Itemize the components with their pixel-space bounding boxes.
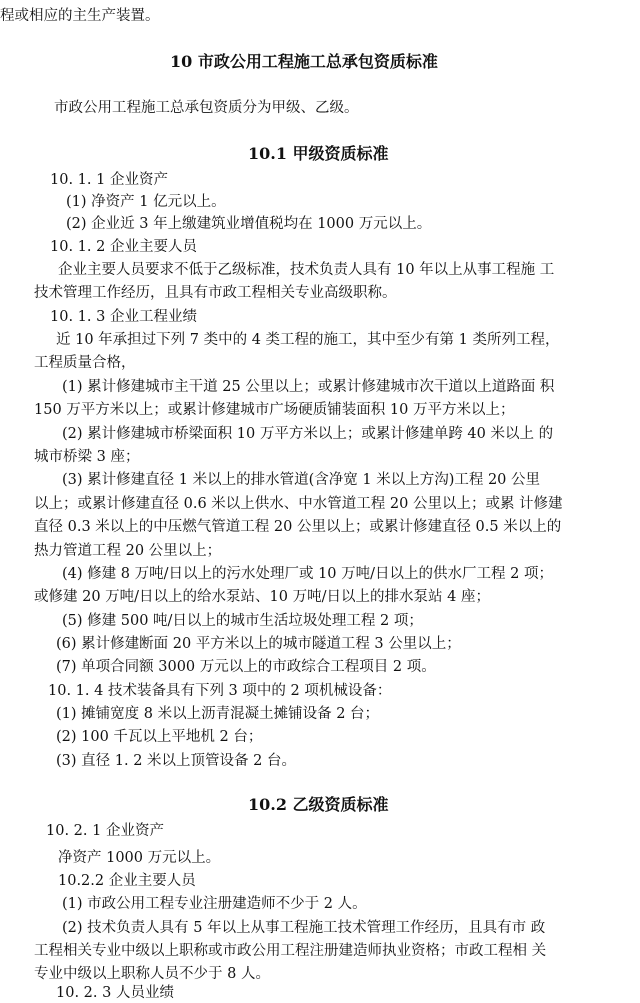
list-item: (2) 企业近 3 年上缴建筑业增值税均在 1000 万元以上。 [66, 216, 432, 232]
list-item: 工程相关专业中级以上职称或市政公用工程注册建造师执业资格；市政工程相 关 [34, 943, 547, 959]
text-line: 程或相应的主生产装置。 [0, 8, 160, 24]
list-item: (1) 市政公用工程专业注册建造师不少于 2 人。 [62, 896, 367, 912]
paragraph: 技术管理工作经历，且具有市政工程相关专业高级职称。 [34, 285, 397, 301]
paragraph: 净资产 1000 万元以上。 [58, 850, 221, 866]
clause-heading: 10.2.2 企业主要人员 [58, 873, 196, 889]
subsection-heading: 10.1 甲级资质标准 [248, 144, 389, 163]
list-item: (2) 累计修建城市桥梁面积 10 万平方米以上；或累计修建单跨 40 米以上 的 [62, 426, 554, 442]
list-item: (1) 累计修建城市主干道 25 公里以上；或累计修建城市次干道以上道路面 积 [62, 379, 555, 395]
list-item: 热力管道工程 20 公里以上； [34, 543, 222, 559]
clause-heading: 10. 1. 3 企业工程业绩 [50, 309, 197, 325]
list-item: 专业中级以上职称人员不少于 8 人。 [34, 966, 270, 982]
list-item: 150 万平方米以上；或累计修建城市广场硬质铺装面积 10 万平方米以上； [34, 402, 515, 418]
section-heading: 10 市政公用工程施工总承包资质标准 [170, 52, 438, 71]
list-item: (2) 技术负责人具有 5 年以上从事工程施工技术管理工作经历，且具有市 政 [62, 920, 546, 936]
list-item: 城市桥梁 3 座； [34, 449, 140, 465]
list-item: (7) 单项合同额 3000 万元以上的市政综合工程项目 2 项。 [56, 659, 436, 675]
list-item: (1) 摊铺宽度 8 米以上沥青混凝土摊铺设备 2 台； [56, 706, 380, 722]
list-item: (3) 直径 1. 2 米以上顶管设备 2 台。 [56, 753, 296, 769]
list-item: 或修建 20 万吨/日以上的给水泵站、10 万吨/日以上的排水泵站 4 座； [34, 589, 490, 605]
clause-heading: 10. 1. 1 企业资产 [50, 172, 168, 188]
clause-heading: 10. 2. 3 人员业绩 [56, 985, 174, 1001]
clause-heading: 10. 2. 1 企业资产 [46, 823, 164, 839]
subsection-heading: 10.2 乙级资质标准 [248, 795, 389, 814]
list-item: (2) 100 千瓦以上平地机 2 台； [56, 729, 263, 745]
list-item: 直径 0.3 米以上的中压燃气管道工程 20 公里以上；或累计修建直径 0.5 米以上的 [34, 519, 562, 535]
clause-heading: 10. 1. 4 技术装备具有下列 3 项中的 2 项机械设备： [48, 683, 392, 699]
clause-heading: 10. 1. 2 企业主要人员 [50, 239, 197, 255]
list-item: (1) 净资产 1 亿元以上。 [66, 194, 226, 210]
paragraph: 工程质量合格， [34, 355, 136, 371]
list-item: (6) 累计修建断面 20 平方米以上的城市隧道工程 3 公里以上； [56, 636, 461, 652]
list-item: (3) 累计修建直径 1 米以上的排水管道(含净宽 1 米以上方沟)工程 20 公里 [62, 472, 541, 488]
list-item: (4) 修建 8 万吨/日以上的污水处理厂或 10 万吨/日以上的供水厂工程 2 项； [62, 566, 553, 582]
paragraph: 近 10 年承担过下列 7 类中的 4 类工程的施工，其中至少有第 1 类所列工程， [56, 332, 560, 348]
paragraph: 企业主要人员要求不低于乙级标准，技术负责人具有 10 年以上从事工程施 工 [58, 262, 555, 278]
paragraph: 市政公用工程施工总承包资质分为甲级、乙级。 [54, 100, 359, 116]
list-item: (5) 修建 500 吨/日以上的城市生活垃圾处理工程 2 项； [62, 613, 423, 629]
list-item: 以上；或累计修建直径 0.6 米以上供水、中水管道工程 20 公里以上；或累 计修建 [34, 496, 563, 512]
